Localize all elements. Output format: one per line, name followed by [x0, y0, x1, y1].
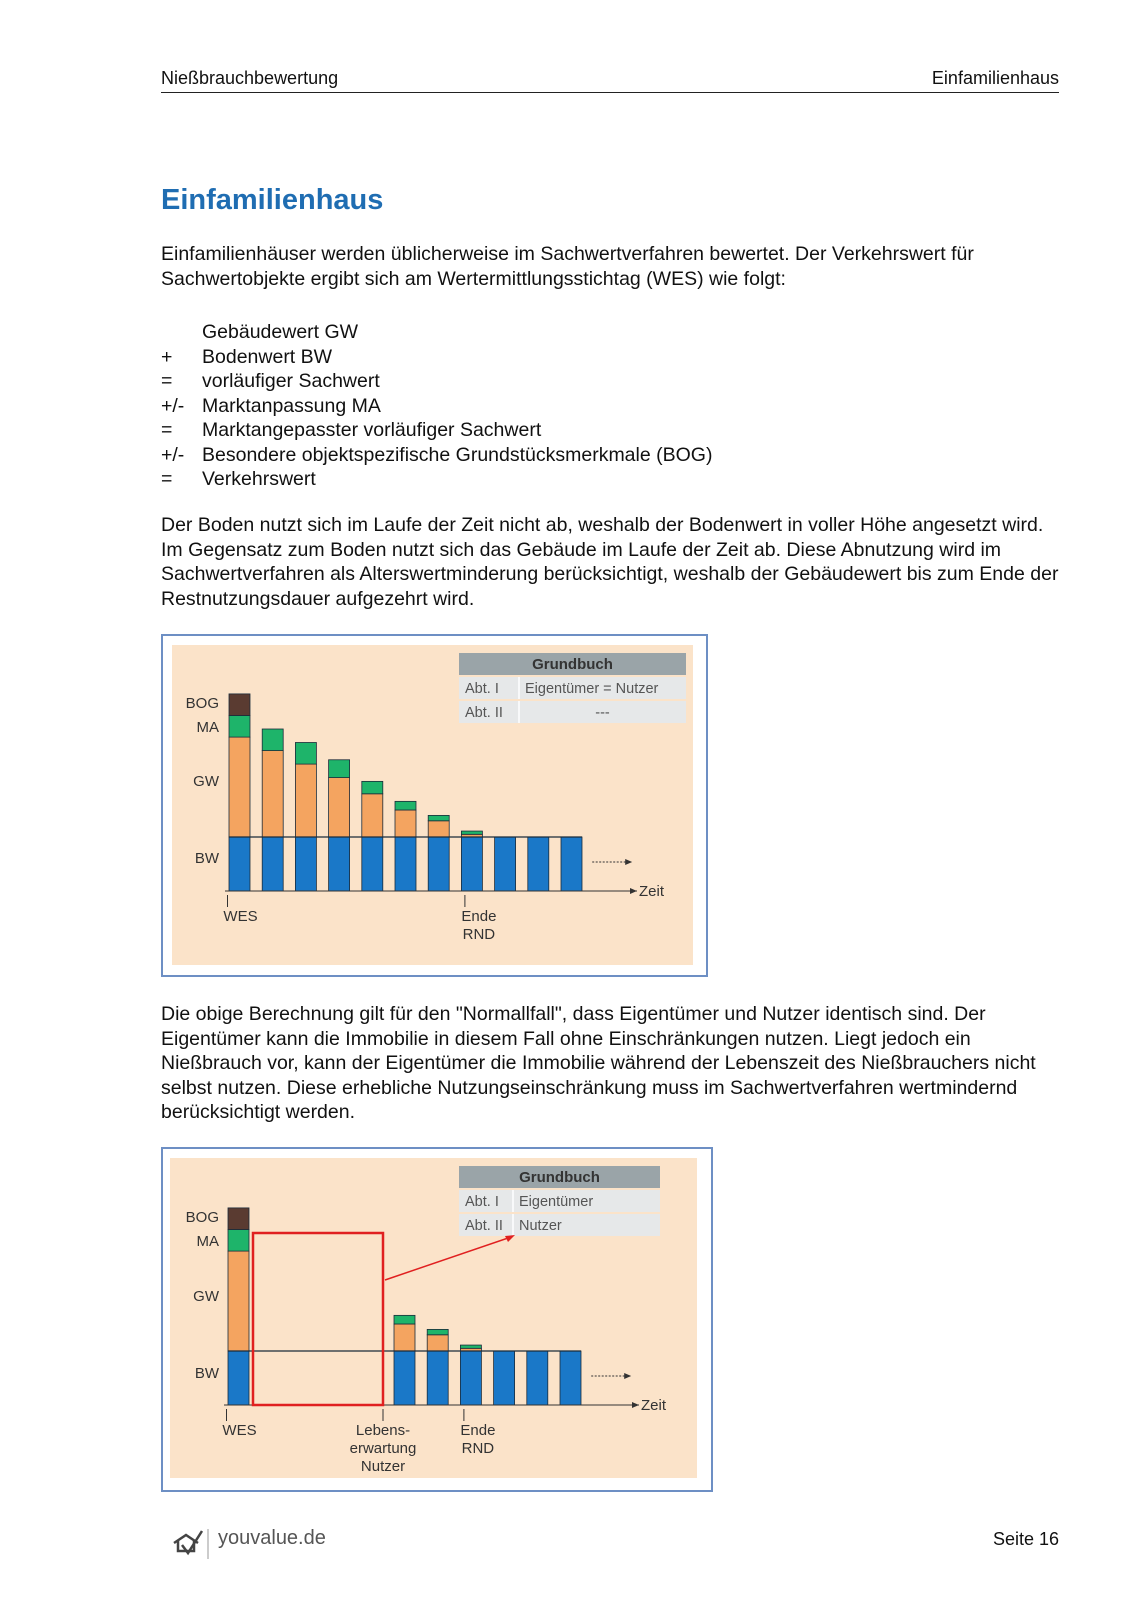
bar-gw-1 — [228, 1251, 249, 1351]
bar-gw-3 — [295, 764, 316, 837]
bar-bw-8 — [460, 1351, 481, 1405]
bar-bw-3 — [295, 837, 316, 891]
bar-ma-4 — [329, 760, 350, 778]
y-label-bog: BOG — [185, 1209, 219, 1226]
formula-text: Marktanpassung MA — [202, 394, 381, 417]
grundbuch-abt-value: --- — [595, 705, 610, 721]
paragraph-depreciation: Der Boden nutzt sich im Laufe der Zeit nicht ab, weshalb der Bodenwert in voller Höhe angesetzt wird. Im Gegensatz zum Boden nutzt sich das Gebäude im Laufe der Zeit ab. Diese Abnutzung wird im Sachwertverfahren als Alterswertminderung berücksichtigt, weshalb der Gebäudewert bis zum Ende der Restnutzungsdauer aufgezehrt wird. — [161, 514, 1059, 610]
bar-ma-5 — [362, 781, 383, 793]
formula-text: Gebäudewert GW — [202, 321, 359, 343]
bar-bw-7 — [428, 837, 449, 891]
chart-normalfall — [163, 636, 706, 975]
x-label-rnd: RND — [462, 926, 496, 943]
x-label-wes: WES — [222, 1422, 257, 1439]
x-label-ende: Ende — [461, 908, 497, 925]
bar-gw-6 — [395, 810, 416, 837]
bar-bw-11 — [560, 1351, 581, 1405]
chart-niessbrauch-frame — [161, 1147, 713, 1492]
bar-bw-6 — [395, 837, 416, 891]
formula-op: = — [161, 370, 173, 392]
y-label-gw: GW — [193, 773, 219, 790]
bar-ma-1 — [228, 1230, 249, 1252]
y-label-ma: MA — [196, 719, 219, 736]
bar-bw-10 — [528, 837, 549, 891]
bar-gw-4 — [329, 778, 350, 837]
bar-bw-10 — [527, 1351, 548, 1405]
bar-gw-7 — [428, 821, 449, 837]
formula-text: Besondere objektspezifische Grundstücksmerkmale (BOG) — [202, 443, 713, 466]
formula-op: + — [161, 345, 173, 368]
formula-op: = — [161, 468, 173, 490]
bar-ma-7 — [427, 1329, 448, 1334]
header-left: Nießbrauchbewertung — [161, 68, 339, 88]
bar-bw-4 — [329, 837, 350, 891]
chart-niessbrauch — [163, 1149, 711, 1490]
bar-gw-6 — [394, 1324, 415, 1351]
bar-bog-1 — [229, 694, 250, 716]
bar-ma-3 — [295, 743, 316, 765]
x-label-wes: WES — [223, 908, 258, 925]
bar-ma-8 — [460, 1345, 481, 1348]
bar-gw-5 — [362, 794, 383, 837]
formula-text: Bodenwert BW — [202, 345, 333, 368]
page-number: Seite 16 — [992, 1529, 1059, 1549]
x-label-rnd: RND — [461, 1440, 495, 1457]
grundbuch-abt-label: Abt. II — [465, 705, 503, 721]
page-title: Einfamilienhaus — [161, 184, 384, 216]
y-label-ma: MA — [196, 1233, 219, 1250]
paragraph-niessbrauch: Die obige Berechnung gilt für den "Normallfall", dass Eigentümer und Nutzer identisch sind. Der Eigentümer kann die Immobilie in diesem Fall ohne Einschränkungen nutzen. Liegt jedoch ein Nießbrauch vor, kann der Eigentümer die Immobilie während der Lebenszeit des Nießbrauchers nicht selbst nutzen. Diese erhebliche Nutzungseinschränkung muss im Sachwertverfahren wertmindernd berücksichtigt werden. — [161, 1003, 1036, 1123]
footer-brand: youvalue.de — [218, 1527, 326, 1549]
bar-bw-11 — [561, 837, 582, 891]
bar-gw-2 — [262, 751, 283, 837]
grundbuch-abt-value: Eigentümer — [519, 1194, 594, 1210]
y-label-gw: GW — [193, 1288, 219, 1305]
grundbuch-title: Grundbuch — [519, 1169, 600, 1186]
formula-text: Verkehrswert — [202, 468, 316, 490]
bar-bw-2 — [262, 837, 283, 891]
bar-bw-9 — [495, 837, 516, 891]
bar-ma-1 — [229, 716, 250, 738]
grundbuch-abt-label: Abt. I — [465, 1194, 499, 1210]
intro-paragraph: Einfamilienhäuser werden üblicherweise im Sachwertverfahren bewertet. Der Verkehrswert für Sachwertobjekte ergibt sich am Wertermittlungsstichtag (WES) wie folgt: — [161, 243, 974, 290]
bar-bw-1 — [229, 837, 250, 891]
formula-op: +/- — [161, 394, 185, 417]
x-label-ende: Ende — [460, 1422, 496, 1439]
bar-bw-7 — [427, 1351, 448, 1405]
grundbuch-title: Grundbuch — [532, 656, 613, 673]
bar-bog-1 — [228, 1208, 249, 1230]
formula-op: = — [161, 419, 173, 441]
x-label-nutzer: Nutzer — [360, 1458, 406, 1475]
bar-ma-6 — [394, 1315, 415, 1324]
header-right: Einfamilienhaus — [931, 68, 1059, 88]
x-label-zeit: Zeit — [639, 883, 665, 900]
bar-bw-1 — [228, 1351, 249, 1405]
bar-bw-6 — [394, 1351, 415, 1405]
bar-ma-7 — [428, 815, 449, 820]
youvalue-logo-icon — [172, 1525, 216, 1566]
grundbuch-abt-value: Nutzer — [519, 1218, 562, 1234]
grundbuch-abt-label: Abt. I — [465, 681, 499, 697]
formula-op: +/- — [161, 443, 185, 466]
chart-normalfall-frame — [161, 634, 708, 977]
bar-ma-8 — [461, 831, 482, 834]
formula-text: Marktangepasster vorläufiger Sachwert — [202, 419, 542, 441]
formula-text: vorläufiger Sachwert — [202, 370, 380, 392]
bar-ma-2 — [262, 729, 283, 751]
x-label-zeit: Zeit — [641, 1397, 667, 1414]
y-label-bw: BW — [194, 850, 219, 867]
bar-bw-8 — [461, 837, 482, 891]
grundbuch-abt-label: Abt. II — [465, 1218, 503, 1234]
bar-ma-6 — [395, 801, 416, 810]
bar-gw-7 — [427, 1335, 448, 1351]
bar-gw-1 — [229, 737, 250, 837]
bar-bw-5 — [362, 837, 383, 891]
bar-bw-9 — [494, 1351, 515, 1405]
y-label-bw: BW — [194, 1365, 219, 1382]
page-header — [161, 66, 1059, 93]
y-label-bog: BOG — [185, 695, 219, 712]
x-label-erwartung: erwartung — [349, 1440, 417, 1457]
x-label-lebens: Lebens- — [355, 1422, 411, 1439]
grundbuch-abt-value: Eigentümer = Nutzer — [525, 681, 659, 697]
